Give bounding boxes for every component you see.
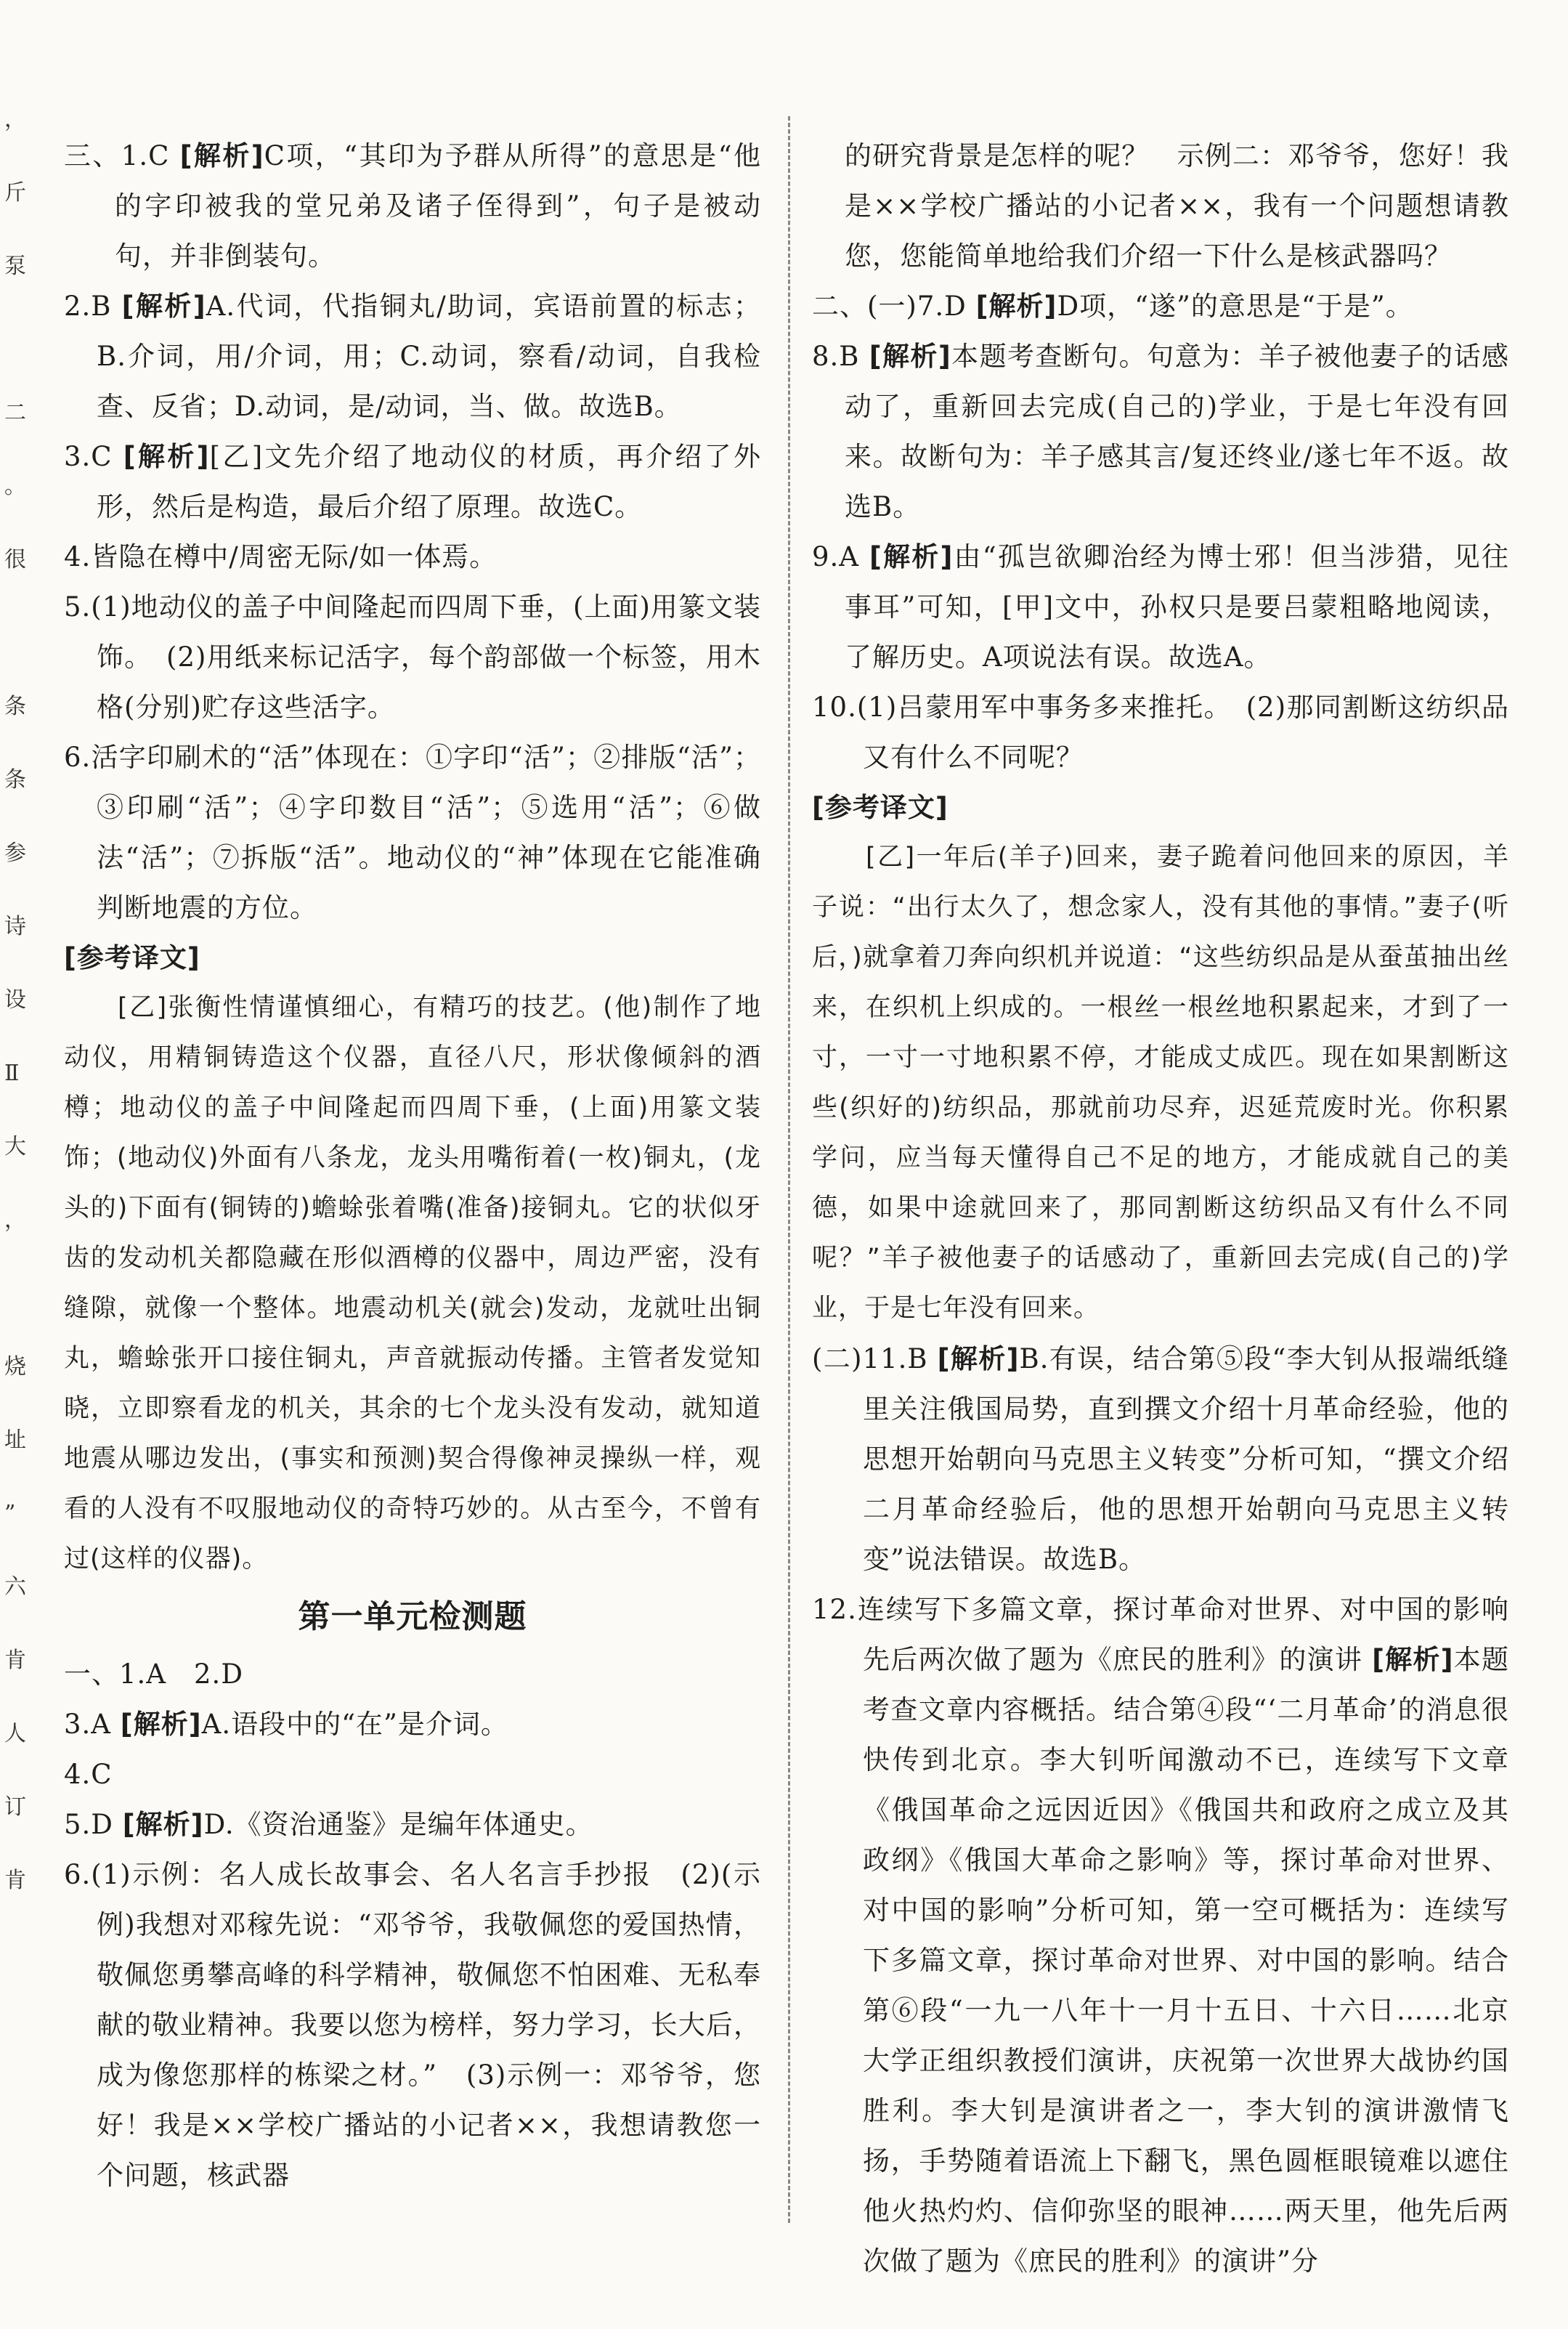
edge-char: 址	[4, 1427, 26, 1453]
edge-char: 六	[4, 1574, 26, 1600]
unit-test-title: 第一单元检测题	[298, 1598, 527, 1635]
answer-item: 3.A [解析]A.语段中的“在”是介词。	[64, 1709, 508, 1740]
answer-item: 4.皆隐在樽中/周密无际/如一体焉。	[64, 541, 497, 572]
answer-item: (二)11.B [解析]B.有误，结合第⑤段“李大钊从报端纸缝里关注俄国局势，直到撰文介绍十月革命经验，他的思想开始朝向马克思主义转变”分析可知，“撰文介绍二月革命经验后，他的思想开始朝向马克思主义转变”说法错误。故选B。	[812, 1343, 1510, 1575]
edge-char: 条	[4, 767, 26, 793]
reference-translation-label: [参考译文]	[812, 792, 948, 823]
edge-char: 订	[4, 1794, 26, 1820]
edge-char: ，	[4, 1207, 26, 1233]
column-divider	[788, 116, 790, 2223]
left-column	[64, 131, 761, 2200]
answer-continuation: 的研究背景是怎样的呢？ 示例二：邓爷爷，您好！我是××学校广播站的小记者××，我有一个问题想请教您，您能简单地给我们介绍一下什么是核武器吗？	[845, 140, 1509, 272]
right-column	[812, 131, 1537, 2286]
answer-item: 9.A [解析]由“孤岂欲卿治经为博士邪！但当涉猎，见往事耳”可知，[甲]文中，孙权只是要吕蒙粗略地阅读，了解历史。A项说法有误。故选A。	[812, 541, 1510, 673]
edge-char: 。	[4, 474, 26, 499]
edge-char: 泵	[4, 254, 26, 279]
edge-char	[4, 329, 31, 402]
answer-item: 2.B [解析]A.代词，代指铜丸/助词，宾语前置的标志；B.介词，用/介词，用；C.动词，察看/动词，自我检查、反省；D.动词，是/动词，当、做。故选B。	[64, 291, 761, 422]
answer-item: 4.C	[64, 1759, 113, 1790]
edge-char	[4, 623, 31, 696]
edge-char: 二	[4, 400, 26, 426]
answer-item: 8.B [解析]本题考查断句。句意为：羊子被他妻子的话感动了，重新回去完成(自己的)学业，于是七年没有回来。故断句为：羊子感其言/复还终业/遂七年不返。故选B。	[812, 341, 1510, 522]
edge-char: ，	[4, 107, 26, 132]
edge-char: 大	[4, 1134, 26, 1159]
answer-item: 三、1.C [解析]C项，“其印为予群从所得”的意思是“他的字印被我的堂兄弟及诸子侄得到”，句子是被动句，并非倒装句。	[64, 140, 761, 272]
reference-translation-label: [参考译文]	[64, 942, 200, 973]
edge-char: ”	[4, 1501, 16, 1526]
answer-item: 5.D [解析]D.《资治通鉴》是编年体通史。	[64, 1809, 593, 1840]
answer-item: 10.(1)吕蒙用军中事务多来推托。 (2)那同割断这纺织品又有什么不同呢？	[812, 692, 1509, 773]
edge-char: 很	[4, 547, 26, 572]
edge-char: 烧	[4, 1354, 26, 1380]
edge-char: 肯	[4, 1868, 26, 1893]
edge-char	[4, 1283, 31, 1356]
answer-item: 二、(一)7.D [解析]D项，“遂”的意思是“于是”。	[812, 291, 1413, 322]
left-edge-fragment	[4, 109, 31, 1943]
edge-char: 人	[4, 1721, 26, 1746]
edge-char: 诗	[4, 914, 26, 939]
answer-item: 3.C [解析][乙]文先介绍了地动仪的材质，再介绍了外形，然后是构造，最后介绍了原理。故选C。	[64, 441, 761, 522]
edge-char: 斤	[4, 180, 26, 206]
answer-item: 6.活字印刷术的“活”体现在：①字印“活”；②排版“活”；③印刷“活”；④字印数目“活”；⑤选用“活”；⑥做法“活”；⑦拆版“活”。地动仪的“神”体现在它能准确判断地震的方位。	[64, 742, 761, 923]
answer-item: 5.(1)地动仪的盖子中间隆起而四周下垂，(上面)用篆文装饰。 (2)用纸来标记活字，每个韵部做一个标签，用木格(分别)贮存这些活字。	[64, 591, 761, 723]
edge-char: Ⅱ	[4, 1061, 20, 1086]
reference-translation: [乙]张衡性情谨慎细心，有精巧的技艺。(他)制作了地动仪，用精铜铸造这个仪器，直径八尺，形状像倾斜的酒樽；地动仪的盖子中间隆起而四周下垂，(上面)用篆文装饰；(地动仪)外面有八条龙，龙头用嘴衔着(一枚)铜丸，(龙头的)下面有(铜铸的)蟾蜍张着嘴(准备)接铜丸。它的状似牙齿的发动机关都隐藏在形似酒樽的仪器中，周边严密，没有缝隙，就像一个整体。地震动机关(就会)发动，龙就吐出铜丸，蟾蜍张开口接住铜丸，声音就振动传播。主管者发觉知晓，立即察看龙的机关，其余的七个龙头没有发动，就知道地震从哪边发出，(事实和预测)契合得像神灵操纵一样，观看的人没有不叹服地动仪的奇特巧妙的。从古至今，不曾有过(这样的仪器)。	[64, 993, 761, 1573]
edge-char: 条	[4, 694, 26, 719]
reference-translation: [乙]一年后(羊子)回来，妻子跪着问他回来的原因，羊子说：“出行太久了，想念家人，没有其他的事情。”妻子(听后，)就拿着刀奔向织机并说道：“这些纺织品是从蚕茧抽出丝来，在织机上织成的。一根丝一根丝地积累起来，才到了一寸，一寸一寸地积累不停，才能成丈成匹。现在如果割断这些(织好的)纺织品，那就前功尽弃，迟延荒废时光。你积累学问，应当每天懂得自己不足的地方，才能成就自己的美德，如果中途就回来了，那同割断这纺织品又有什么不同呢？”羊子被他妻子的话感动了，重新回去完成(自己的)学业，于是七年没有回来。	[812, 843, 1509, 1323]
edge-char: 肯	[4, 1648, 26, 1673]
answer-item: 一、1.A 2.D	[64, 1658, 243, 1690]
answer-item: 6.(1)示例：名人成长故事会、名人名言手抄报 (2)(示例)我想对邓稼先说：“邓爷爷，我敬佩您的爱国热情，敬佩您勇攀高峰的科学精神，敬佩您不怕困难、无私奉献的敬业精神。我要以您为榜样，努力学习，长大后，成为像您那样的栋梁之材。” (3)示例一：邓爷爷，您好！我是××学校广播站的小记者××，我想请教您一个问题，核武器	[64, 1859, 761, 2191]
edge-char: 设	[4, 987, 26, 1013]
edge-char: 参	[4, 841, 26, 866]
answer-item: 12.连续写下多篇文章，探讨革命对世界、对中国的影响 先后两次做了题为《庶民的胜利》的演讲 [解析]本题考查文章内容概括。结合第④段“‘二月革命’的消息很快传到北京。李大钊听闻激动不已，连续写下文章《俄国革命之远因近因》《俄国共和政府之成立及其政纲》《俄国大革命之影响》等，探讨革命对世界、对中国的影响”分析可知，第一空可概括为：连续写下多篇文章，探讨革命对世界、对中国的影响。结合第⑥段“一九一八年十一月十五日、十六日……北京大学正组织教授们演讲，庆祝第一次世界大战协约国胜利。李大钊是演讲者之一，李大钊的演讲激情飞扬，手势随着语流上下翻飞，黑色圆框眼镜难以遮住他火热灼灼、信仰弥坚的眼神……两天里，他先后两次做了题为《庶民的胜利》的演讲”分	[812, 1594, 1537, 2277]
